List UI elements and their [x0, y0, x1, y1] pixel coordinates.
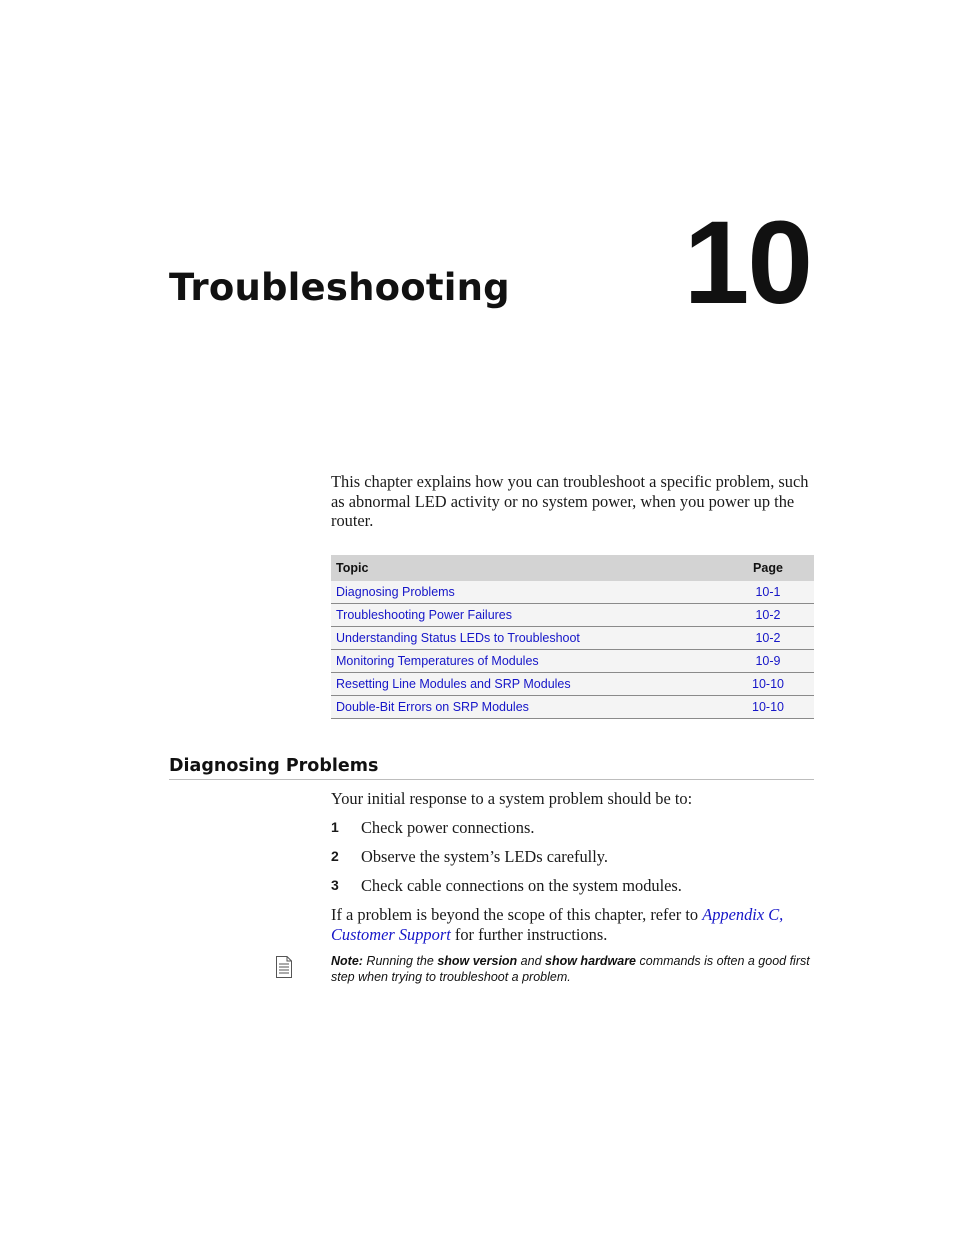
table-row	[331, 581, 814, 604]
command-show-hardware: show hardware	[545, 954, 637, 968]
page-link[interactable]: 10-9	[722, 650, 814, 673]
topic-link[interactable]: Resetting Line Modules and SRP Modules	[331, 673, 722, 696]
chapter-intro: This chapter explains how you can troubleshoot a specific problem, such as abnormal LED activity or no system power, when you power up the router.	[331, 472, 809, 531]
page-column-header: Page	[722, 555, 814, 581]
table-row	[331, 696, 814, 719]
note-text-part: commands is often a good first step when trying to troubleshoot a problem.	[331, 954, 810, 984]
step-number: 1	[331, 819, 339, 835]
page-link[interactable]: 10-10	[722, 673, 814, 696]
page-link[interactable]: 10-1	[722, 581, 814, 604]
table-row	[331, 650, 814, 673]
topic-column-header: Topic	[331, 555, 722, 581]
step-number: 2	[331, 848, 339, 864]
step-number: 3	[331, 877, 339, 893]
table-row	[331, 673, 814, 696]
topic-link[interactable]: Double-Bit Errors on SRP Modules	[331, 696, 722, 719]
refer-text-after: for further instructions.	[450, 924, 608, 944]
topic-link[interactable]: Monitoring Temperatures of Modules	[331, 650, 722, 673]
refer-paragraph	[331, 905, 817, 944]
note-label: Note:	[331, 954, 363, 968]
topic-link[interactable]: Diagnosing Problems	[331, 581, 722, 604]
step-text: Check cable connections on the system modules.	[361, 876, 682, 895]
appendix-link[interactable]: Appendix C, Customer Support	[331, 905, 784, 944]
topic-link[interactable]: Troubleshooting Power Failures	[331, 604, 722, 627]
chapter-title: Troubleshooting	[169, 266, 510, 309]
topic-table-header	[331, 555, 814, 581]
note-text	[331, 953, 817, 985]
section-heading: Diagnosing Problems	[169, 756, 814, 780]
page-link[interactable]: 10-2	[722, 604, 814, 627]
topic-link[interactable]: Understanding Status LEDs to Troubleshoot	[331, 627, 722, 650]
section-lead: Your initial response to a system problem should be to:	[331, 789, 693, 808]
table-row	[331, 627, 814, 650]
step-text: Observe the system’s LEDs carefully.	[361, 847, 609, 866]
step-text: Check power connections.	[361, 818, 535, 837]
page-link[interactable]: 10-10	[722, 696, 814, 719]
note-text-part: Running the	[362, 954, 438, 968]
command-show-version: show version	[437, 954, 518, 968]
page-link[interactable]: 10-2	[722, 627, 814, 650]
note-text-part: and	[517, 954, 546, 968]
topic-table	[331, 555, 814, 719]
refer-text-before: If a problem is beyond the scope of this chapter, refer to	[331, 905, 703, 924]
table-row	[331, 604, 814, 627]
note-icon	[275, 956, 293, 978]
chapter-number: 10	[683, 197, 811, 329]
